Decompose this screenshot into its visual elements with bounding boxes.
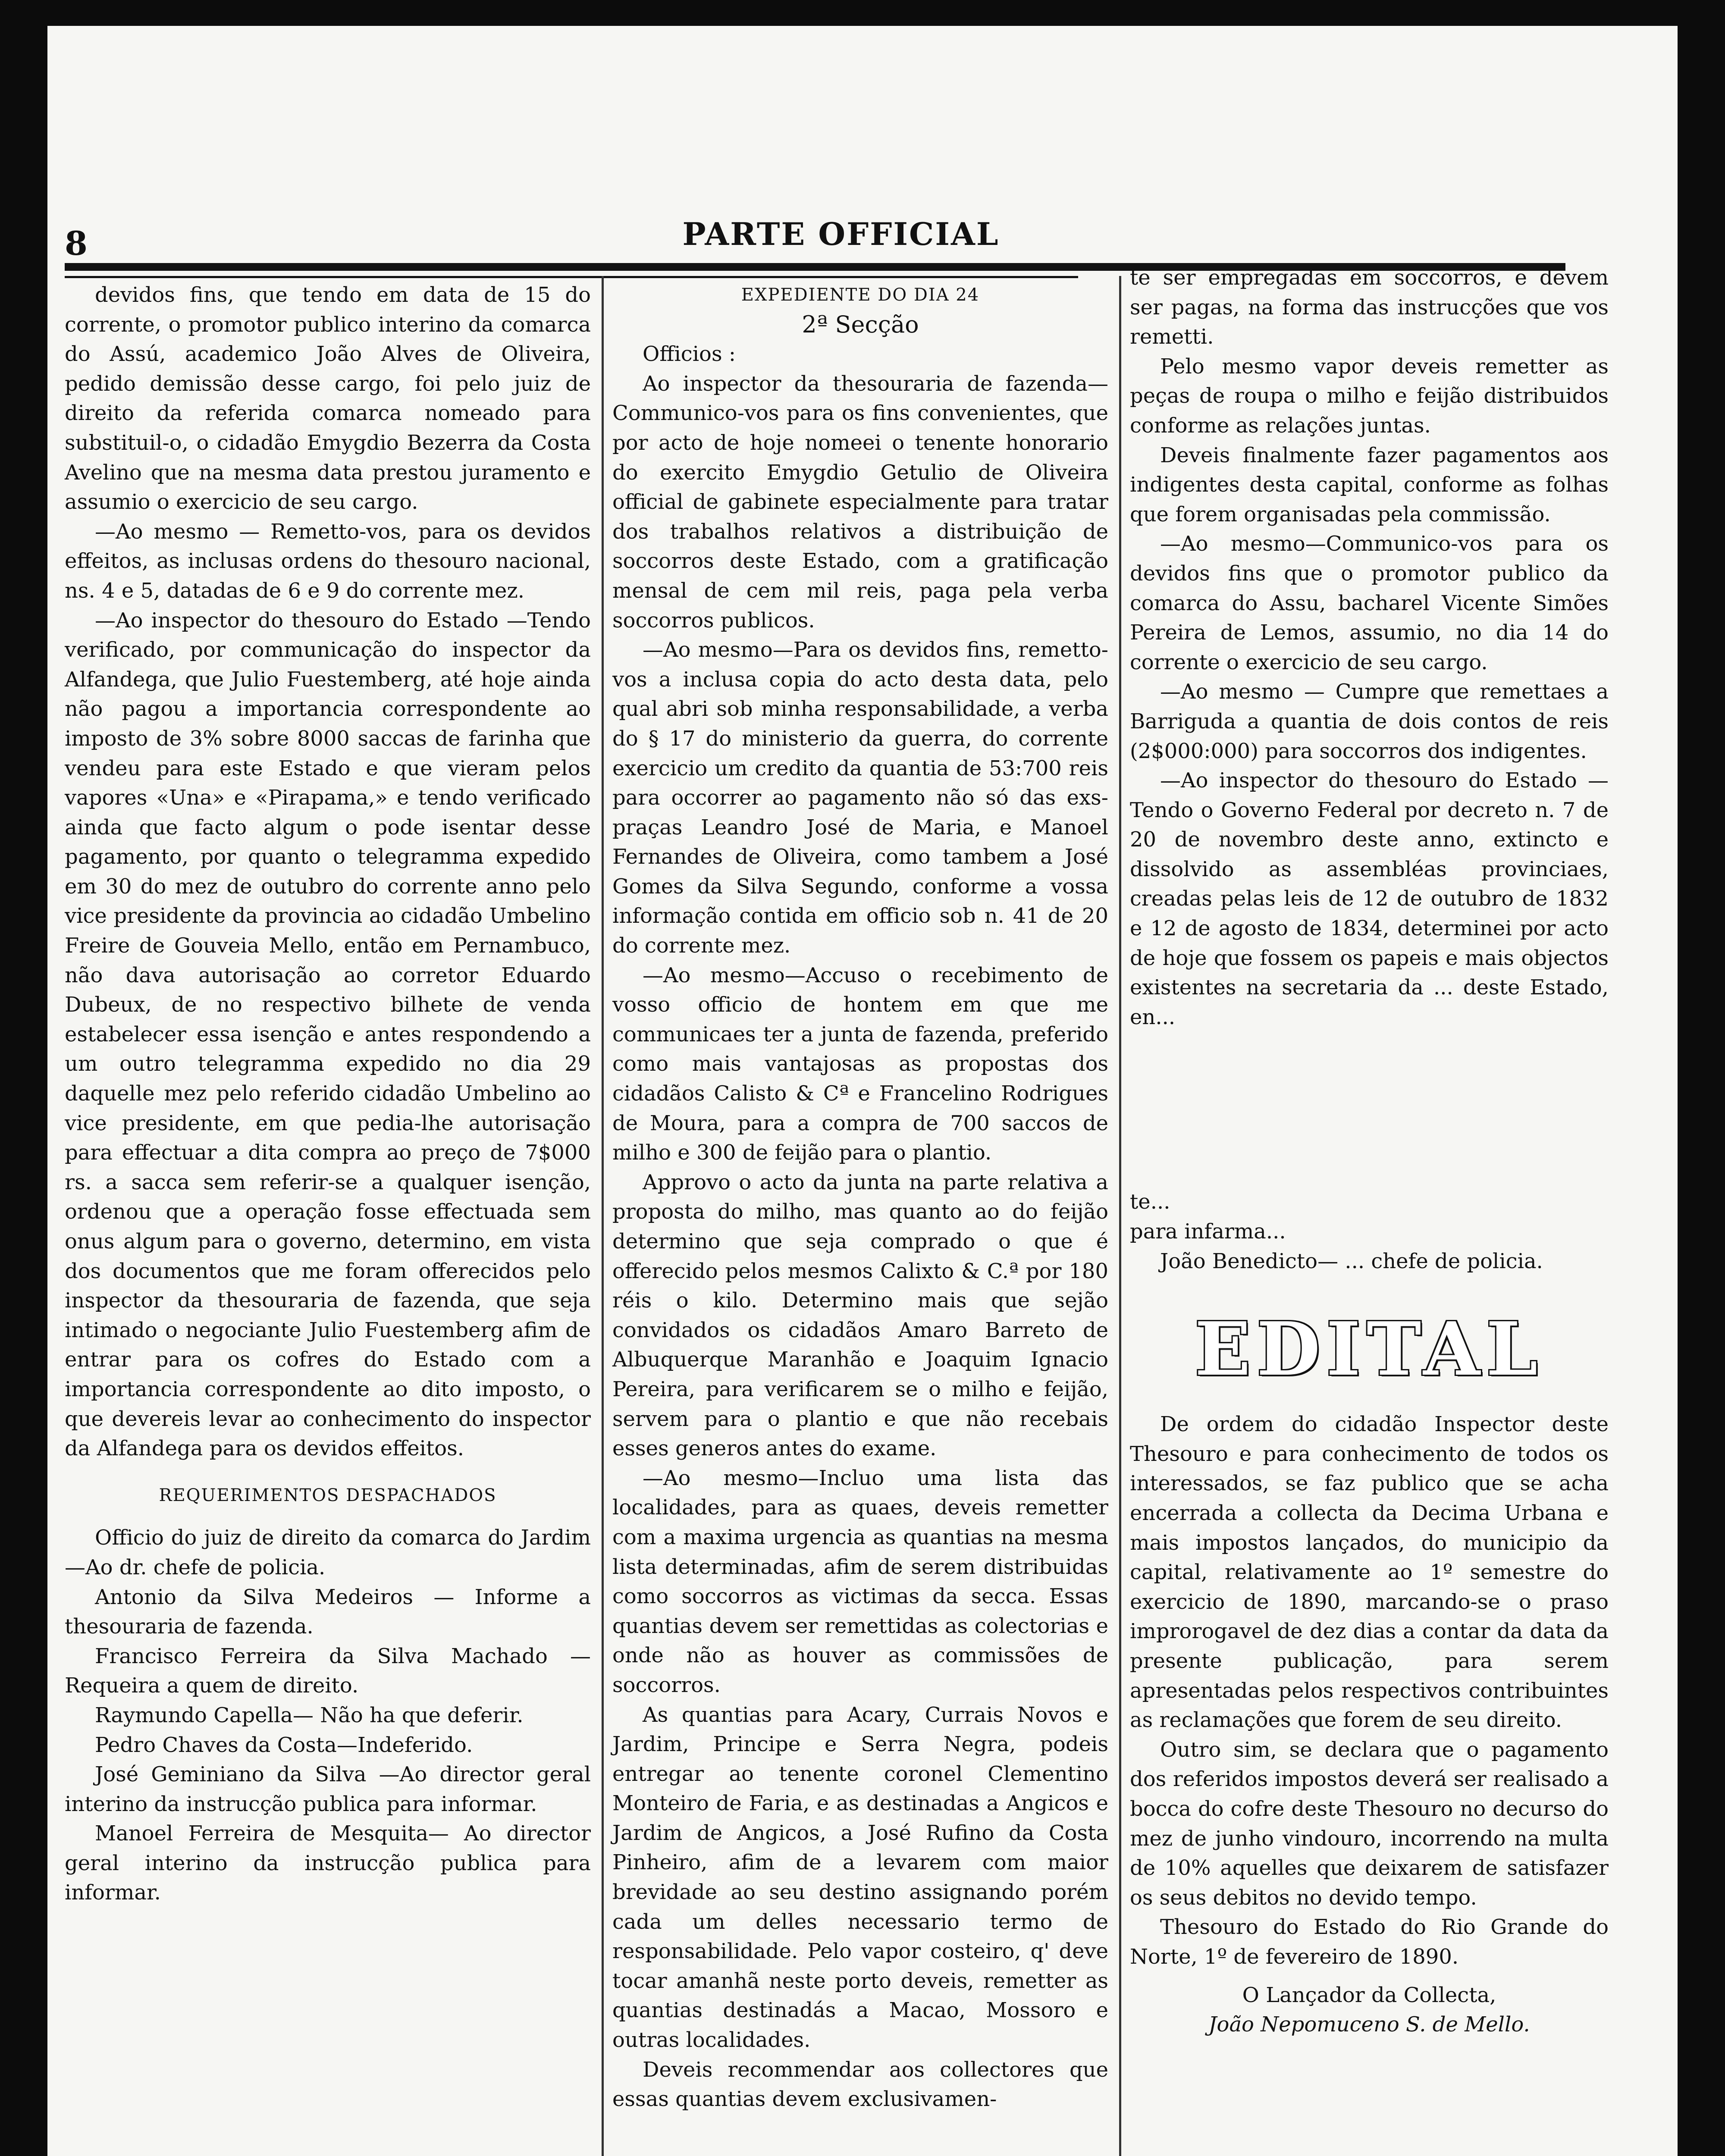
paragraph: Deveis recommendar aos collectores que essas quantias devem exclusivamen- (612, 2057, 1108, 2112)
paragraph: José Geminiano da Silva —Ao director geral interino da instrucção publica para informar. (65, 1762, 591, 1816)
page-title: PARTE OFFICIAL (682, 216, 1000, 252)
section-heading: REQUERIMENTOS DESPACHADOS (159, 1485, 497, 1505)
paragraph: Ao inspector da thesouraria de fazenda—Communico-vos para os fins convenientes, que por acto de hoje nomeei o tenente honorario do exercito Emygdio Getulio de Oliveira official de gabinete especialmente para tratar dos trabalhos relativos a distribuição de soccorros deste Estado, com a gratificação mensal de cem mil reis, paga pela verba soccorros publicos. (612, 371, 1108, 633)
header-rule-thin (65, 276, 1078, 278)
paragraph: Officio do juiz de direito da comarca do Jardim —Ao dr. chefe de policia. (65, 1526, 591, 1579)
paragraph: João Benedicto— ... chefe de policia. (1160, 1249, 1543, 1273)
paragraph: Outro sim, se declara que o pagamento dos referidos impostos deverá ser realisado a bocca do cofre deste Thesouro no decurso do mez de junho vindouro, incorrendo na multa de 10% aquelles que deixarem de satisfazer os seus debitos no devido tempo. (1130, 1737, 1609, 1910)
column-divider-1 (602, 276, 604, 2156)
paragraph: —Ao mesmo — Remetto-vos, para os devidos effeitos, as inclusas ordens do thesouro nacional, ns. 4 e 5, datadas de 6 e 9 do corrente mez. (65, 519, 591, 603)
paragraph: —Ao mesmo—Incluo uma lista das localidades, para as quaes, deveis remetter com a maxima urgencia as quantias na mesma lista determinadas, afim de serem distribuidas como soccorros as victimas da secca. Essas quantias devem ser remettidas as colectorias e onde não as houver as commissões de soccorros. (612, 1466, 1108, 1697)
section-heading: EXPEDIENTE DO DIA 24 (741, 285, 980, 305)
paragraph: —Ao mesmo—Communico-vos para os devidos fins que o promotor publico da comarca do Assu, bacharel Vicente Simões Pereira de Lemos, assumio, no dia 14 do corrente o exercicio de seu cargo. (1130, 532, 1609, 674)
paragraph: Francisco Ferreira da Silva Machado —Requeira a quem de direito. (65, 1644, 591, 1698)
paragraph: —Ao mesmo—Accuso o recebimento de vosso officio de hontem em que me communicaes ter a junta de fazenda, preferido como mais vantajosas as propostas dos cidadãos Calisto & Cª e Francelino Rodrigues de Moura, para a compra de 700 saccos de milho e 300 de feijão para o plantio. (612, 963, 1108, 1165)
column-3 (1130, 263, 1609, 2040)
paragraph: Officios : (643, 342, 736, 367)
paragraph: Manoel Ferreira de Mesquita— Ao director geral interino da instrucção publica para informar. (65, 1821, 591, 1905)
paragraph: devidos fins, que tendo em data de 15 do corrente, o promotor publico interino da comarca do Assú, academico João Alves de Oliveira, pedido demissão desse cargo, foi pelo juiz de direito da referida comarca nomeado para substituil-o, o cidadão Emygdio Bezerra da Costa Avelino que na mesma data prestou juramento e assumio o exercicio de seu cargo. (65, 283, 591, 514)
column-1 (65, 280, 591, 1908)
column-divider-2 (1119, 276, 1121, 2156)
paragraph: para infarma... (1130, 1219, 1286, 1244)
paragraph: Antonio da Silva Medeiros — Informe a thesouraria de fazenda. (65, 1585, 591, 1639)
signature-name: João Nepomuceno S. de Mello. (1208, 2012, 1530, 2037)
missing-text-gap (1130, 1032, 1609, 1187)
section-subheading: 2ª Secção (802, 310, 919, 338)
page-number: 8 (65, 224, 88, 263)
paragraph: Raymundo Capella— Não ha que deferir. (95, 1703, 524, 1727)
paragraph: Pelo mesmo vapor deveis remetter as peças de roupa o milho e feijão distribuidos conforme as relações juntas. (1130, 354, 1609, 438)
paragraph: —Ao mesmo—Para os devidos fins, remetto-vos a inclusa copia do acto desta data, pelo qual abri sob minha responsabilidade, a verba do § 17 do ministerio da guerra, do corrente exercicio um credito da quantia de 53:700 reis para occorrer ao pagamento não só das exs-praças Leandro José de Maria, e Manoel Fernandes de Oliveira, como tambem a José Gomes da Silva Segundo, conforme a vossa informação contida em officio sob n. 41 de 20 do corrente mez. (612, 638, 1108, 958)
paragraph: Approvo o acto da junta na parte relativa a proposta do milho, mas quanto ao do feijão determino que seja comprado o que é offerecido pelos mesmos Calixto & C.ª por 180 réis o kilo. Determino mais que sejão convidados os cidadãos Amaro Barreto de Albuquerque Maranhão e Joaquim Ignacio Pereira, para verificarem se o milho e feijão, servem para o plantio e que não recebais esses generos antes do exame. (612, 1170, 1108, 1461)
column-2 (612, 280, 1108, 2114)
paragraph: te... (1130, 1190, 1170, 1214)
paragraph: Thesouro do Estado do Rio Grande do Norte, 1º de fevereiro de 1890. (1130, 1915, 1609, 1969)
paragraph: Deveis finalmente fazer pagamentos aos indigentes desta capital, conforme as folhas que forem organisadas pela commissão. (1130, 443, 1609, 526)
edital-heading: EDITAL (1195, 1306, 1544, 1393)
paragraph: Pedro Chaves da Costa—Indeferido. (95, 1733, 473, 1757)
paragraph: —Ao mesmo — Cumpre que remettaes a Barriguda a quantia de dois contos de reis (2$000:000) para soccorros dos indigentes. (1130, 680, 1609, 763)
paragraph: De ordem do cidadão Inspector deste Thesouro e para conhecimento de todos os interessados, se faz publico que se acha encerrada a collecta da Decima Urbana e mais impostos lançados, do municipio da capital, relativamente ao 1º semestre do exercicio de 1890, marcando-se o praso improrogavel de dez dias a contar da data da presente publicação, para serem apresentadas pelos respectivos contribuintes as reclamações que forem de seu direito. (1130, 1412, 1609, 1733)
paragraph: —Ao inspector do thesouro do Estado —Tendo o Governo Federal por decreto n. 7 de 20 de novembro deste anno, extincto e dissolvido as assembléas provinciaes, creadas pelas leis de 12 de outubro de 1832 e 12 de agosto de 1834, determinei por acto de hoje que fossem os papeis e mais objectos existentes na secretaria da ... deste Estado, en... (1130, 768, 1609, 1029)
paragraph: te ser empregadas em soccorros, e devem ser pagas, na forma das instrucções que vos remetti. (1130, 266, 1609, 349)
signature-title: O Lançador da Collecta, (1242, 1983, 1496, 2007)
paragraph: As quantias para Acary, Currais Novos e Jardim, Principe e Serra Negra, podeis entregar ao tenente coronel Clementino Monteiro de Faria, e as destinadas a Angicos e Jardim de Angicos, a José Rufino da Costa Pinheiro, afim de a levarem com maior brevidade ao seu destino assignando porém cada um delles necessario termo de responsabilidade. Pelo vapor costeiro, q' deve tocar amanhã neste porto deveis, remetter as quantias destinadás a Macao, Mossoro e outras localidades. (612, 1702, 1108, 2053)
paragraph: —Ao inspector do thesouro do Estado —Tendo verificado, por communicação do inspector da Alfandega, que Julio Fuestemberg, até hoje ainda não pagou a importancia correspondente ao imposto de 3% sobre 8000 saccas de farinha que vendeu para este Estado e que vieram pelos vapores «Una» e «Pirapama,» e tendo verificado ainda que facto algum o pode isentar desse pagamento, por quanto o telegramma expedido em 30 do mez de outubro do corrente anno pelo vice presidente da provincia ao cidadão Umbelino Freire de Gouveia Mello, então em Pernambuco, não dava autorisação ao corretor Eduardo Dubeux, de no respectivo bilhete de venda estabelecer essa isenção e antes respondendo a um outro telegramma expedido no dia 29 daquelle mez pelo referido cidadão Umbelino ao vice presidente, em que pedia-lhe autorisação para effectuar a dita compra ao preço de 7$000 rs. a sacca sem referir-se a qualquer isenção, ordenou que a operação fosse effectuada sem onus algum para o governo, determino, em vista dos documentos que me foram offerecidos pelo inspector da thesouraria de fazenda, que seja intimado o negociante Julio Fuestemberg afim de entrar para os cofres do Estado com a importancia correspondente ao dito imposto, o que devereis levar ao conhecimento do inspector da Alfandega para os devidos effeitos. (65, 608, 591, 1461)
